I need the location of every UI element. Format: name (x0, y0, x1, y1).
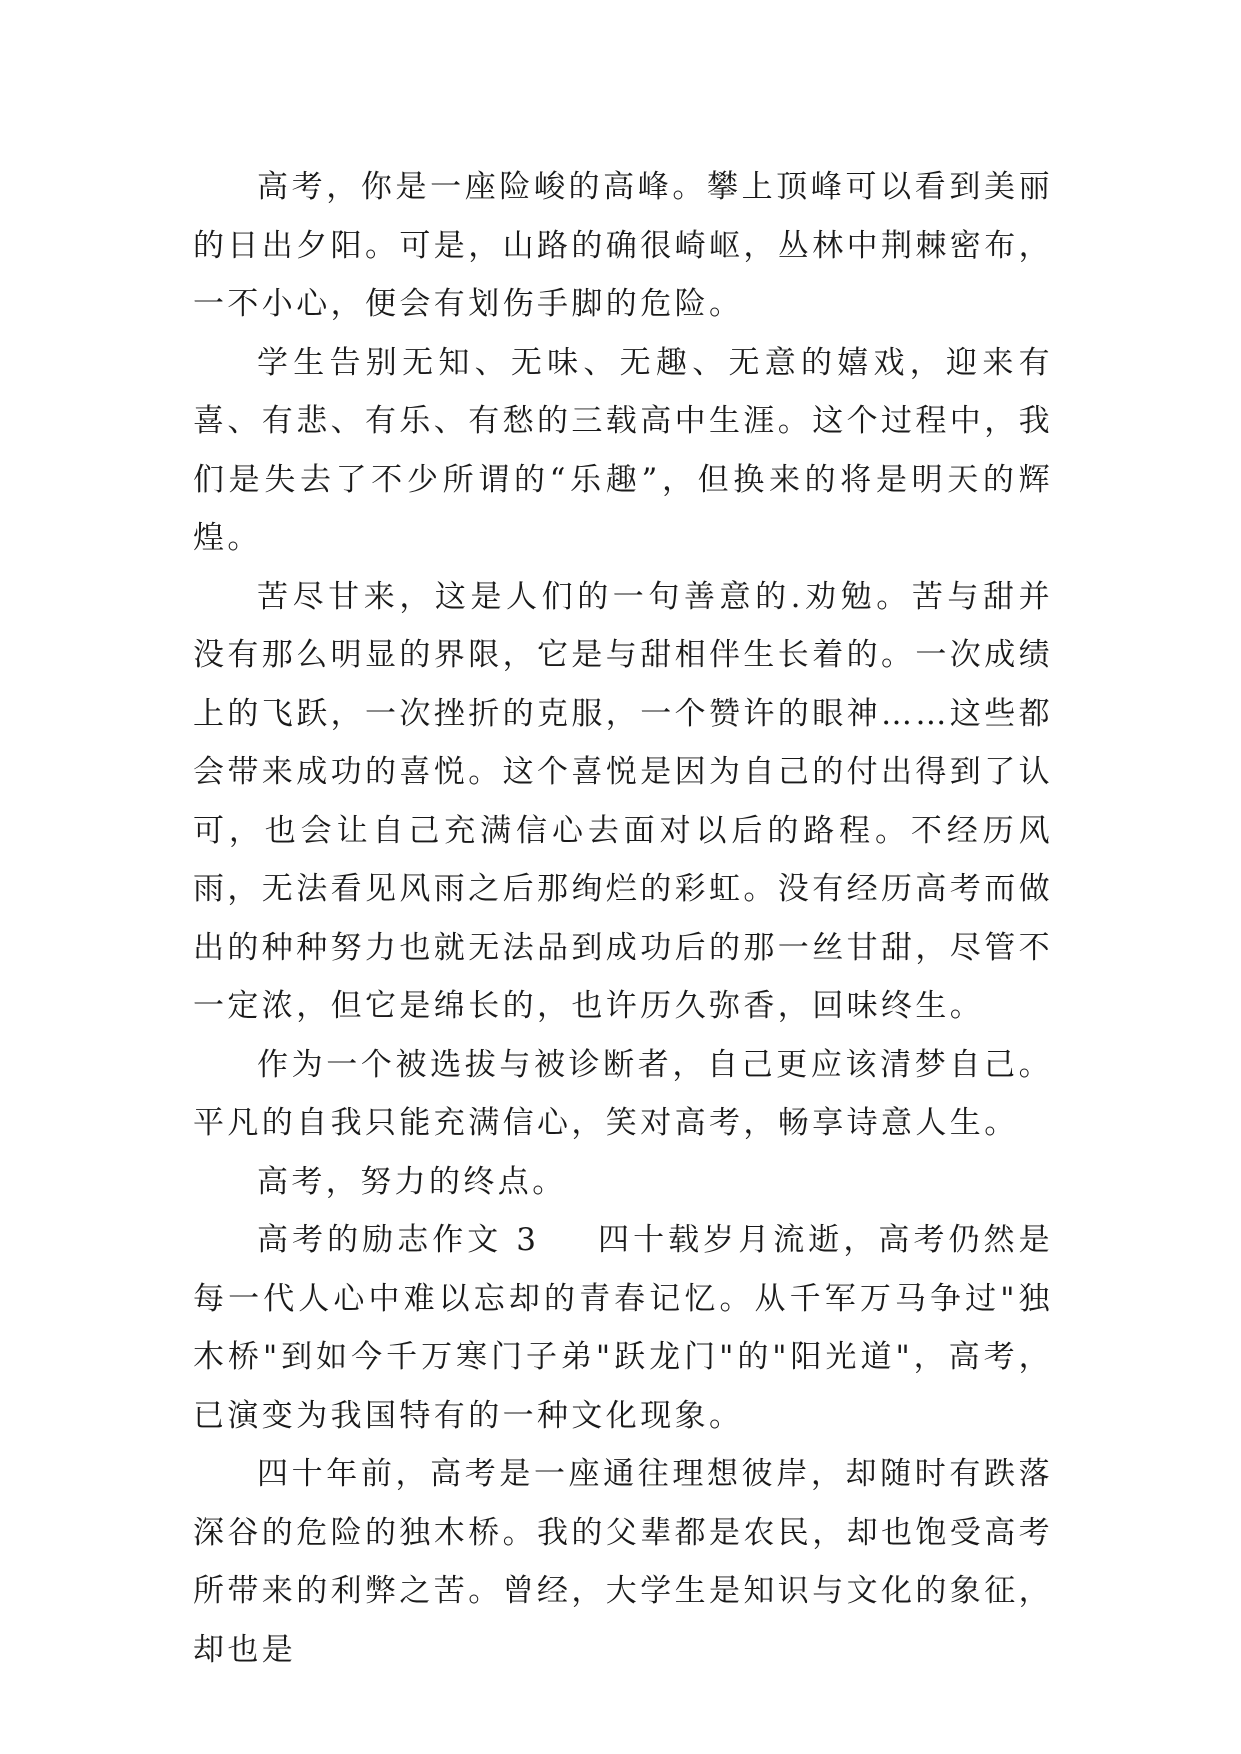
paragraph-bitter-sweet: 苦尽甘来，这是人们的一句善意的.劝勉。苦与甜并没有那么明显的界限，它是与甜相伴生长着的。一次成绩上的飞跃，一次挫折的克服，一个赞许的眼神……这些都会带来成功的喜悦。这个喜悦是因为自己的付出得到了认可，也会让自己充满信心去面对以后的路程。不经历风雨，无法看见风雨之后那绚烂的彩虹。没有经历高考而做出的种种努力也就无法品到成功后的那一丝甘甜，尽管不一定浓，但它是绵长的，也许历久弥香，回味终生。 (193, 578, 1053, 1024)
section-3-text: 四十载岁月流逝，高考仍然是每一代人心中难以忘却的青春记忆。从千军万马争过"独木桥"到如今千万寒门子弟"跃龙门"的"阳光道"，高考，已演变为我国特有的一种文化现象。 (193, 1222, 1053, 1434)
document-body (193, 158, 1053, 1679)
paragraph-high-school: 学生告别无知、无味、无趣、无意的嬉戏，迎来有喜、有悲、有乐、有愁的三载高中生涯。这个过程中，我们是失去了不少所谓的“乐趣”，但换来的将是明天的辉煌。 (193, 344, 1053, 556)
paragraph-end-point: 高考，努力的终点。 (257, 1163, 567, 1200)
paragraph-forty-years: 四十年前，高考是一座通往理想彼岸，却随时有跌落深谷的危险的独木桥。我的父辈都是农民，却也饱受高考所带来的利弊之苦。曾经，大学生是知识与文化的象征，却也是 (193, 1456, 1053, 1668)
paragraph-peak: 高考，你是一座险峻的高峰。攀上顶峰可以看到美丽的日出夕阳。可是，山路的确很崎岖，丛林中荆棘密布，一不小心，便会有划伤手脚的危险。 (193, 169, 1053, 322)
paragraph-section-3 (193, 1211, 1053, 1445)
paragraph-confidence: 作为一个被选拔与被诊断者，自己更应该清梦自己。平凡的自我只能充满信心，笑对高考，畅享诗意人生。 (193, 1046, 1053, 1141)
section-heading: 高考的励志作文 3 (257, 1222, 540, 1258)
